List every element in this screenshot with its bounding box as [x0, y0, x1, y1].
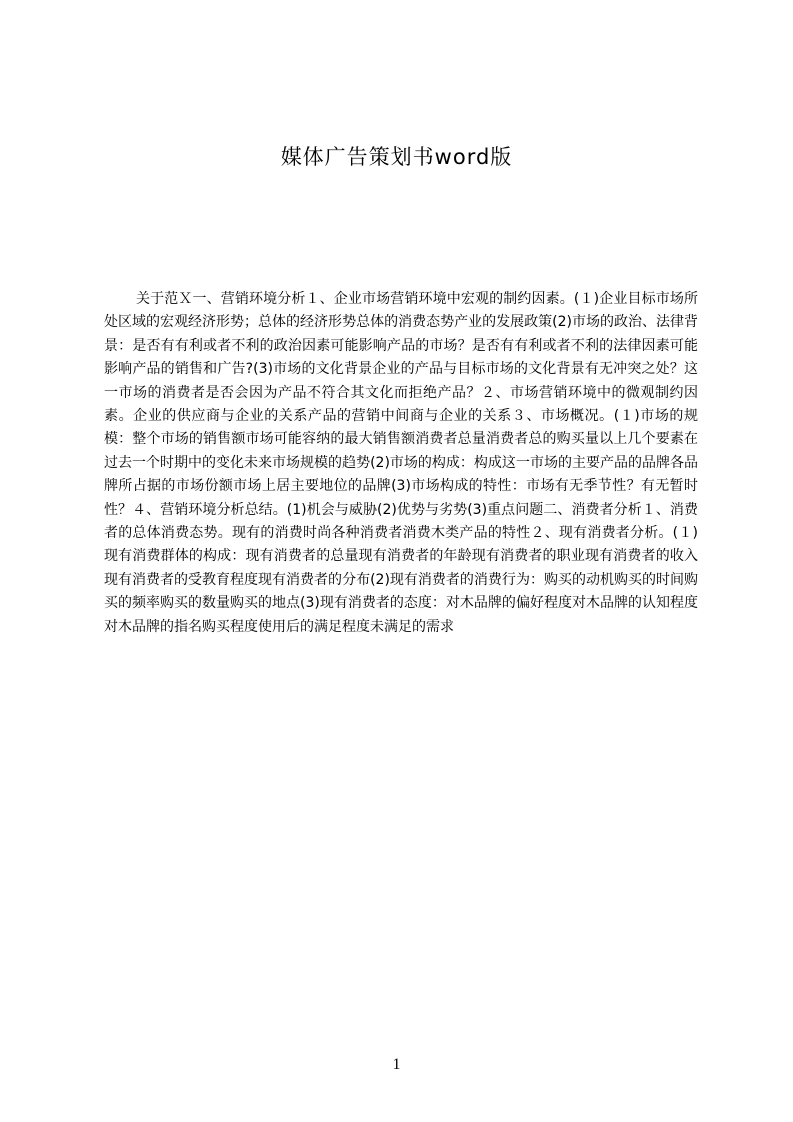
body-paragraph: 关于范Ｘ一、营销环境分析１、企业市场营销环境中宏观的制约因素。(１)企业目标市场所处区域的宏观经济形势；总体的经济形势总体的消费态势产业的发展政策(2)市场的政治、法律背景：是否有有利或者不利的政治因素可能影响产品的市场？是否有有利或者不利的法律因素可能影响产品的销售和广告?(3)市场的文化背景企业的产品与目标市场的文化背景有无冲突之处？这一市场的消费者是否会因为产品不符合其文化而拒绝产品？２、市场营销环境中的微观制约因素。企业的供应商与企业的关系产品的营销中间商与企业的关系３、市场概况。(１)市场的规模：整个市场的销售额市场可能容纳的最大销售额消费者总量消费者总的购买量以上几个要素在过去一个时期中的变化未来市场规模的趋势(2)市场的构成：构成这一市场的主要产品的品牌各品牌所占据的市场份额市场上居主要地位的品牌(3)市场构成的特性：市场有无季节性？有无暂时性？４、营销环境分析总结。(1)机会与威胁(2)优势与劣势(3)重点问题二、消费者分析１、消费者的总体消费态势。现有的消费时尚各种消费者消费木类产品的特性２、现有消费者分析。(１)现有消费群体的构成：现有消费者的总量现有消费者的年龄现有消费者的职业现有消费者的收入现有消费者的受教育程度现有消费者的分布(2)现有消费者的消费行为：购买的动机购买的时间购买的频率购买的数量购买的地点(3)现有消费者的态度：对木品牌的偏好程度对木品牌的认知程度对木品牌的指名购买程度使用后的满足程度未满足的需求	[104, 291, 698, 635]
page-number: 1	[392, 1056, 401, 1073]
page-title: 媒体广告策划书word版	[280, 145, 513, 169]
